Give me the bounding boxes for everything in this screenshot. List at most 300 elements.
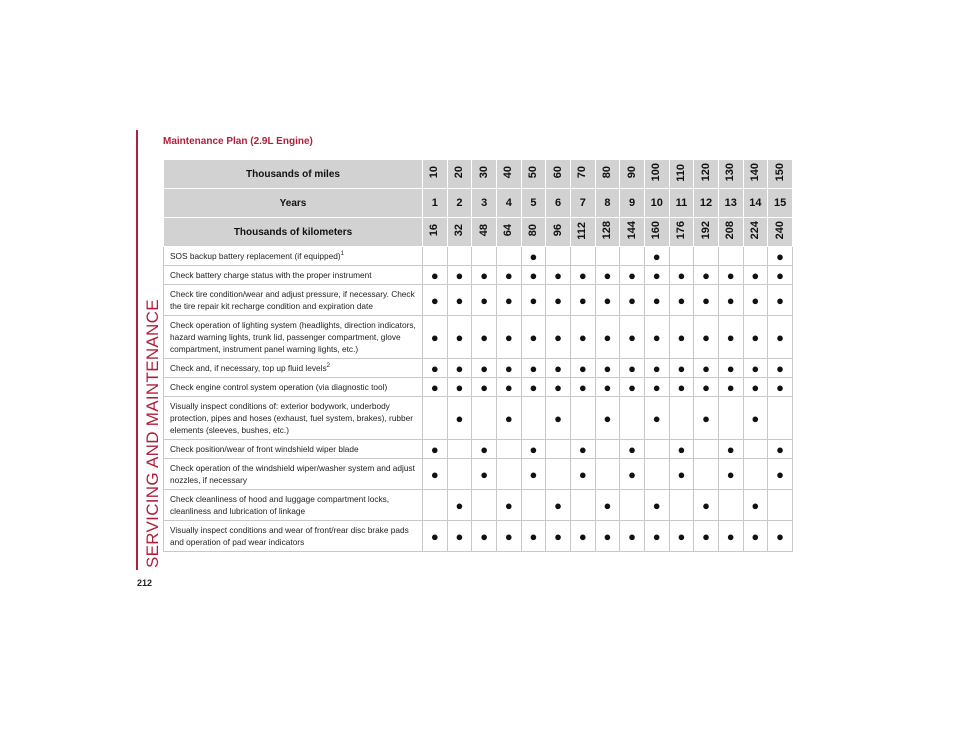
miles-header-cell xyxy=(472,160,497,189)
years-header-value: 4 xyxy=(505,197,512,209)
service-mark-icon: ● xyxy=(603,292,612,308)
service-mark-icon: ● xyxy=(726,360,735,376)
service-mark-icon: ● xyxy=(554,267,563,283)
service-mark-icon: ● xyxy=(652,329,661,345)
service-text: Check operation of the windshield wiper/washer system and adjust nozzles, if necessary xyxy=(170,463,415,485)
interval-cell xyxy=(669,316,694,359)
service-mark-icon: ● xyxy=(702,379,710,395)
service-mark-icon: ● xyxy=(430,466,439,482)
interval-cell xyxy=(768,378,793,397)
interval-cell xyxy=(743,316,768,359)
service-mark-icon: ● xyxy=(652,360,661,376)
interval-cell xyxy=(718,316,743,359)
service-mark-icon: ● xyxy=(578,379,587,395)
km-header-value: 64 xyxy=(502,224,515,237)
interval-cell xyxy=(718,266,743,285)
km-header-cell xyxy=(768,218,793,247)
interval-cell xyxy=(546,521,571,552)
interval-cell xyxy=(521,378,546,397)
service-mark-icon: ● xyxy=(603,528,612,544)
interval-cell xyxy=(546,359,571,378)
service-mark-icon: ● xyxy=(628,360,636,376)
service-mark-icon: ● xyxy=(504,360,513,376)
service-description xyxy=(164,521,423,552)
interval-cell xyxy=(570,247,595,266)
service-mark-icon: ● xyxy=(652,410,661,426)
interval-cell xyxy=(595,440,620,459)
interval-cell xyxy=(496,397,521,440)
interval-cell xyxy=(768,459,793,490)
table-row xyxy=(164,285,793,316)
interval-cell xyxy=(447,359,472,378)
service-description xyxy=(164,440,423,459)
interval-cell xyxy=(570,521,595,552)
miles-header-cell xyxy=(620,160,645,189)
service-mark-icon: ● xyxy=(504,292,513,308)
years-header-cell xyxy=(743,189,768,218)
interval-cell xyxy=(644,316,669,359)
years-header-value: 11 xyxy=(675,197,688,209)
table-row xyxy=(164,490,793,521)
service-mark-icon: ● xyxy=(480,528,489,544)
interval-cell xyxy=(694,459,719,490)
miles-header-value: 10 xyxy=(428,166,441,179)
service-mark-icon: ● xyxy=(480,466,489,482)
interval-cell xyxy=(718,247,743,266)
service-mark-icon: ● xyxy=(652,248,661,264)
service-mark-icon: ● xyxy=(578,441,587,457)
service-mark-icon: ● xyxy=(455,292,464,308)
interval-cell xyxy=(521,266,546,285)
table-row xyxy=(164,521,793,552)
miles-header-value: 50 xyxy=(526,166,539,179)
miles-header-cell xyxy=(423,160,448,189)
interval-cell xyxy=(718,378,743,397)
miles-header-value: 100 xyxy=(650,163,663,182)
section-divider xyxy=(136,130,138,570)
km-header-cell xyxy=(472,218,497,247)
service-mark-icon: ● xyxy=(628,292,636,308)
interval-cell xyxy=(423,490,448,521)
service-mark-icon: ● xyxy=(751,379,760,395)
service-mark-icon: ● xyxy=(430,329,439,345)
interval-cell xyxy=(546,266,571,285)
interval-cell xyxy=(743,397,768,440)
km-header-value: 144 xyxy=(625,221,638,240)
years-header-value: 15 xyxy=(773,197,787,209)
interval-cell xyxy=(423,266,448,285)
miles-header-value: 90 xyxy=(625,166,638,179)
years-header-value: 8 xyxy=(604,197,611,209)
interval-cell xyxy=(620,359,645,378)
table-title: Maintenance Plan (2.9L Engine) xyxy=(163,136,313,147)
maintenance-plan-table xyxy=(163,159,793,552)
interval-cell xyxy=(546,316,571,359)
interval-cell xyxy=(546,285,571,316)
interval-cell xyxy=(694,397,719,440)
service-mark-icon: ● xyxy=(455,360,464,376)
service-mark-icon: ● xyxy=(578,466,587,482)
interval-cell xyxy=(595,266,620,285)
service-mark-icon: ● xyxy=(776,441,785,457)
service-description xyxy=(164,490,423,521)
interval-cell xyxy=(669,490,694,521)
km-header-value: 208 xyxy=(724,221,737,240)
service-mark-icon: ● xyxy=(776,466,785,482)
service-mark-icon: ● xyxy=(480,379,489,395)
km-header-cell xyxy=(718,218,743,247)
interval-cell xyxy=(669,359,694,378)
interval-cell xyxy=(472,266,497,285)
table-row xyxy=(164,459,793,490)
service-mark-icon: ● xyxy=(751,410,760,426)
interval-cell xyxy=(546,490,571,521)
interval-cell xyxy=(694,490,719,521)
interval-cell xyxy=(644,378,669,397)
interval-cell xyxy=(521,490,546,521)
interval-cell xyxy=(620,378,645,397)
service-mark-icon: ● xyxy=(554,410,563,426)
service-mark-icon: ● xyxy=(529,267,538,283)
interval-cell xyxy=(694,247,719,266)
service-mark-icon: ● xyxy=(628,441,636,457)
service-mark-icon: ● xyxy=(455,267,464,283)
interval-cell xyxy=(595,247,620,266)
service-mark-icon: ● xyxy=(603,379,612,395)
miles-header-cell xyxy=(546,160,571,189)
miles-header-cell xyxy=(743,160,768,189)
interval-cell xyxy=(768,440,793,459)
service-mark-icon: ● xyxy=(455,528,464,544)
service-mark-icon: ● xyxy=(480,292,489,308)
interval-cell xyxy=(472,521,497,552)
service-description xyxy=(164,397,423,440)
km-header-value: 80 xyxy=(526,224,539,237)
service-description xyxy=(164,285,423,316)
years-header-cell xyxy=(447,189,472,218)
miles-header-value: 20 xyxy=(452,166,465,179)
service-mark-icon: ● xyxy=(677,267,686,283)
service-mark-icon: ● xyxy=(677,441,686,457)
miles-header-value: 80 xyxy=(600,166,613,179)
km-header-value: 240 xyxy=(773,221,786,240)
service-mark-icon: ● xyxy=(480,360,489,376)
service-mark-icon: ● xyxy=(726,379,735,395)
interval-cell xyxy=(546,378,571,397)
service-mark-icon: ● xyxy=(603,410,612,426)
service-mark-icon: ● xyxy=(480,267,489,283)
km-header-cell xyxy=(743,218,768,247)
service-mark-icon: ● xyxy=(554,528,563,544)
miles-header-cell xyxy=(669,160,694,189)
interval-cell xyxy=(644,459,669,490)
service-mark-icon: ● xyxy=(751,360,760,376)
interval-cell xyxy=(595,378,620,397)
service-mark-icon: ● xyxy=(628,267,636,283)
interval-cell xyxy=(669,247,694,266)
service-description xyxy=(164,378,423,397)
service-mark-icon: ● xyxy=(726,329,735,345)
years-header-cell xyxy=(423,189,448,218)
interval-cell xyxy=(447,247,472,266)
interval-cell xyxy=(570,285,595,316)
interval-cell xyxy=(620,490,645,521)
service-mark-icon: ● xyxy=(529,379,538,395)
km-header-value: 176 xyxy=(674,221,687,240)
service-mark-icon: ● xyxy=(652,379,661,395)
service-mark-icon: ● xyxy=(430,379,439,395)
km-header-value: 48 xyxy=(477,224,490,237)
interval-cell xyxy=(644,521,669,552)
miles-label: Thousands of miles xyxy=(164,160,423,189)
interval-cell xyxy=(644,266,669,285)
years-header-cell xyxy=(546,189,571,218)
page-number: 212 xyxy=(137,578,153,588)
service-text: Check engine control system operation (via diagnostic tool) xyxy=(170,382,388,392)
interval-cell xyxy=(423,440,448,459)
service-description xyxy=(164,266,423,285)
service-mark-icon: ● xyxy=(776,267,785,283)
service-mark-icon: ● xyxy=(702,360,710,376)
interval-cell xyxy=(472,459,497,490)
interval-cell xyxy=(521,316,546,359)
interval-cell xyxy=(472,285,497,316)
service-mark-icon: ● xyxy=(455,410,464,426)
interval-cell xyxy=(472,247,497,266)
service-mark-icon: ● xyxy=(702,497,710,513)
interval-cell xyxy=(768,490,793,521)
interval-cell xyxy=(423,359,448,378)
service-mark-icon: ● xyxy=(751,497,760,513)
interval-cell xyxy=(644,285,669,316)
interval-cell xyxy=(620,247,645,266)
table-row xyxy=(164,316,793,359)
interval-cell xyxy=(521,359,546,378)
years-header-value: 5 xyxy=(530,197,537,209)
interval-cell xyxy=(595,359,620,378)
interval-cell xyxy=(669,397,694,440)
interval-cell xyxy=(743,266,768,285)
years-header-cell xyxy=(718,189,743,218)
service-mark-icon: ● xyxy=(504,267,513,283)
interval-cell xyxy=(718,440,743,459)
years-label: Years xyxy=(164,189,423,218)
header-row-miles xyxy=(164,160,793,189)
interval-cell xyxy=(669,459,694,490)
interval-cell xyxy=(620,285,645,316)
interval-cell xyxy=(694,285,719,316)
service-mark-icon: ● xyxy=(554,329,563,345)
interval-cell xyxy=(718,359,743,378)
service-mark-icon: ● xyxy=(726,267,735,283)
miles-header-cell xyxy=(521,160,546,189)
interval-cell xyxy=(669,285,694,316)
interval-cell xyxy=(423,247,448,266)
service-mark-icon: ● xyxy=(529,528,538,544)
years-header-cell xyxy=(496,189,521,218)
interval-cell xyxy=(521,521,546,552)
miles-header-cell xyxy=(570,160,595,189)
miles-header-cell xyxy=(595,160,620,189)
interval-cell xyxy=(423,316,448,359)
km-header-cell xyxy=(496,218,521,247)
interval-cell xyxy=(669,378,694,397)
years-header-cell xyxy=(595,189,620,218)
interval-cell xyxy=(768,285,793,316)
service-mark-icon: ● xyxy=(751,329,760,345)
service-mark-icon: ● xyxy=(430,292,439,308)
km-header-cell xyxy=(423,218,448,247)
service-mark-icon: ● xyxy=(776,528,785,544)
miles-header-value: 40 xyxy=(502,166,515,179)
service-text: Check tire condition/wear and adjust pressure, if necessary. Check the tire repair kit recharge condition and expiration date xyxy=(170,289,415,311)
miles-header-value: 130 xyxy=(724,163,737,182)
miles-header-value: 30 xyxy=(477,166,490,179)
service-mark-icon: ● xyxy=(652,528,661,544)
table-row xyxy=(164,359,793,378)
interval-cell xyxy=(521,285,546,316)
service-mark-icon: ● xyxy=(529,466,538,482)
km-label: Thousands of kilometers xyxy=(164,218,423,247)
interval-cell xyxy=(620,316,645,359)
service-mark-icon: ● xyxy=(430,360,439,376)
interval-cell xyxy=(496,490,521,521)
interval-cell xyxy=(620,440,645,459)
interval-cell xyxy=(496,459,521,490)
km-header-cell xyxy=(644,218,669,247)
interval-cell xyxy=(669,521,694,552)
service-text: Visually inspect conditions and wear of front/rear disc brake pads and operation of pad wear indicators xyxy=(170,525,409,547)
service-mark-icon: ● xyxy=(628,528,636,544)
km-header-cell xyxy=(595,218,620,247)
service-mark-icon: ● xyxy=(776,329,785,345)
service-mark-icon: ● xyxy=(702,410,710,426)
service-mark-icon: ● xyxy=(578,267,587,283)
service-mark-icon: ● xyxy=(554,497,563,513)
interval-cell xyxy=(546,440,571,459)
interval-cell xyxy=(570,440,595,459)
service-mark-icon: ● xyxy=(603,329,612,345)
interval-cell xyxy=(694,521,719,552)
km-header-value: 160 xyxy=(650,221,663,240)
interval-cell xyxy=(447,266,472,285)
service-mark-icon: ● xyxy=(455,497,464,513)
interval-cell xyxy=(472,378,497,397)
interval-cell xyxy=(496,266,521,285)
interval-cell xyxy=(644,359,669,378)
km-header-cell xyxy=(447,218,472,247)
miles-header-cell xyxy=(718,160,743,189)
interval-cell xyxy=(472,440,497,459)
interval-cell xyxy=(620,266,645,285)
km-header-cell xyxy=(620,218,645,247)
service-mark-icon: ● xyxy=(751,528,760,544)
interval-cell xyxy=(472,397,497,440)
interval-cell xyxy=(521,440,546,459)
service-mark-icon: ● xyxy=(751,267,760,283)
interval-cell xyxy=(496,378,521,397)
service-mark-icon: ● xyxy=(751,292,760,308)
service-mark-icon: ● xyxy=(677,379,686,395)
km-header-cell xyxy=(669,218,694,247)
service-mark-icon: ● xyxy=(628,329,636,345)
interval-cell xyxy=(546,397,571,440)
service-text: Check battery charge status with the proper instrument xyxy=(170,270,372,280)
table-row xyxy=(164,397,793,440)
service-mark-icon: ● xyxy=(504,410,513,426)
service-mark-icon: ● xyxy=(652,292,661,308)
interval-cell xyxy=(496,247,521,266)
service-mark-icon: ● xyxy=(677,466,686,482)
interval-cell xyxy=(423,285,448,316)
service-mark-icon: ● xyxy=(480,441,489,457)
years-header-value: 2 xyxy=(456,197,463,209)
years-header-cell xyxy=(694,189,719,218)
service-mark-icon: ● xyxy=(504,329,513,345)
years-header-value: 7 xyxy=(579,197,586,209)
service-mark-icon: ● xyxy=(529,329,538,345)
service-mark-icon: ● xyxy=(554,360,563,376)
years-header-cell xyxy=(644,189,669,218)
service-mark-icon: ● xyxy=(554,379,563,395)
miles-header-cell xyxy=(644,160,669,189)
service-text: Check operation of lighting system (headlights, direction indicators, hazard warning lights, trunk lid, passenger compartment, glove compartment, instrument panel warning lights, etc.) xyxy=(170,320,416,354)
interval-cell xyxy=(743,440,768,459)
service-mark-icon: ● xyxy=(504,497,513,513)
interval-cell xyxy=(570,378,595,397)
interval-cell xyxy=(694,440,719,459)
years-header-cell xyxy=(472,189,497,218)
service-description xyxy=(164,247,423,266)
interval-cell xyxy=(694,316,719,359)
interval-cell xyxy=(669,440,694,459)
interval-cell xyxy=(447,397,472,440)
service-mark-icon: ● xyxy=(603,360,612,376)
service-description xyxy=(164,316,423,359)
interval-cell xyxy=(694,359,719,378)
interval-cell xyxy=(595,490,620,521)
interval-cell xyxy=(423,521,448,552)
interval-cell xyxy=(447,459,472,490)
interval-cell xyxy=(718,459,743,490)
section-title: SERVICING AND MAINTENANCE xyxy=(143,299,162,568)
interval-cell xyxy=(694,266,719,285)
years-header-value: 14 xyxy=(749,197,762,209)
interval-cell xyxy=(472,359,497,378)
service-mark-icon: ● xyxy=(578,329,587,345)
footnote-ref: 1 xyxy=(340,251,344,258)
interval-cell xyxy=(768,247,793,266)
interval-cell xyxy=(718,521,743,552)
miles-header-value: 120 xyxy=(699,163,712,182)
service-mark-icon: ● xyxy=(430,267,439,283)
km-header-value: 224 xyxy=(748,221,761,240)
interval-cell xyxy=(644,490,669,521)
interval-cell xyxy=(447,490,472,521)
years-header-value: 12 xyxy=(699,197,713,209)
service-mark-icon: ● xyxy=(628,379,636,395)
interval-cell xyxy=(669,266,694,285)
service-mark-icon: ● xyxy=(578,292,587,308)
interval-cell xyxy=(743,378,768,397)
service-mark-icon: ● xyxy=(652,267,661,283)
service-mark-icon: ● xyxy=(628,466,636,482)
interval-cell xyxy=(743,247,768,266)
service-mark-icon: ● xyxy=(529,292,538,308)
km-header-value: 96 xyxy=(551,224,564,237)
km-header-cell xyxy=(546,218,571,247)
km-header-cell xyxy=(694,218,719,247)
